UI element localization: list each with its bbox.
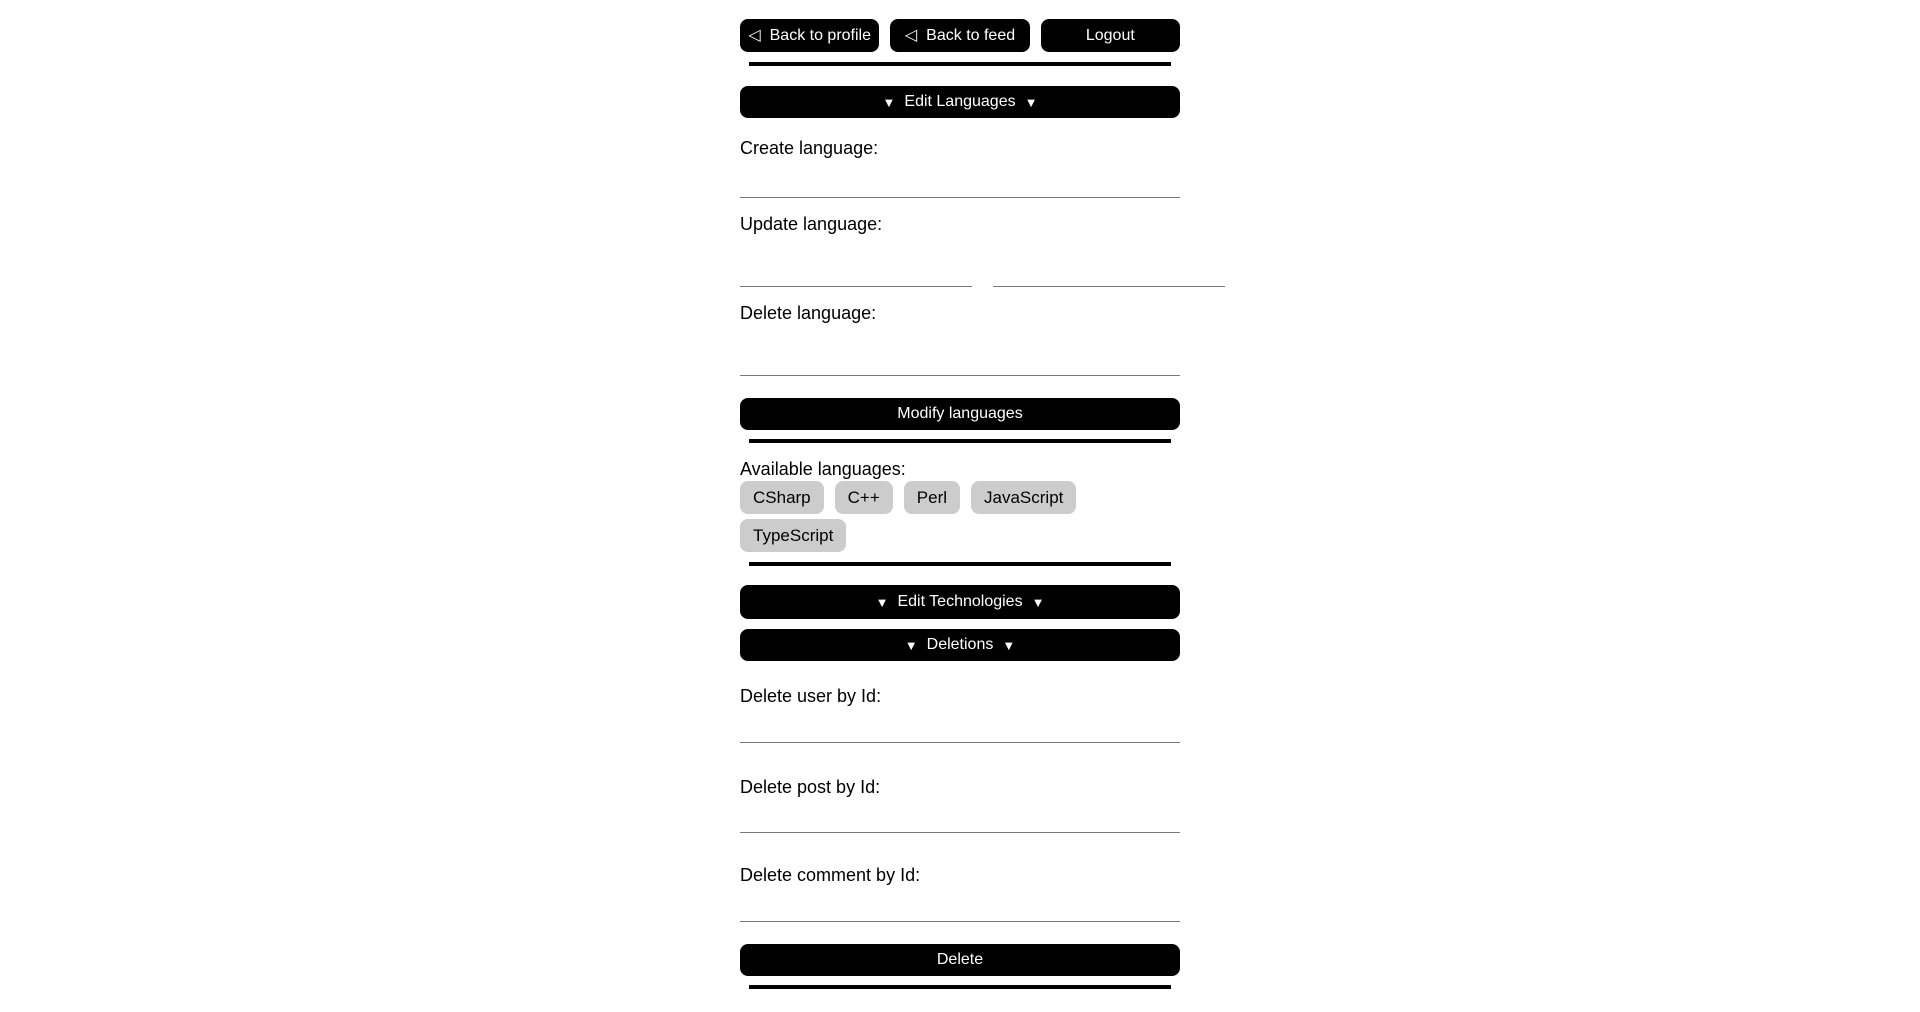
back-arrow-icon: ◁	[748, 26, 761, 44]
delete-post-input[interactable]	[740, 798, 1180, 833]
top-section-divider	[749, 62, 1171, 66]
caret-down-icon: ▼	[1024, 94, 1038, 110]
back-to-profile-label: Back to profile	[769, 26, 872, 44]
update-language-label: Update language:	[740, 214, 883, 234]
language-chip-csharp[interactable]: CSharp	[740, 481, 824, 514]
top-button-row	[740, 19, 1180, 52]
languages-section-divider	[749, 439, 1171, 443]
edit-languages-toggle[interactable]	[740, 86, 1180, 118]
deletions-section-divider	[749, 985, 1171, 989]
language-chip-typescript[interactable]: TypeScript	[740, 519, 846, 552]
update-language-new-input[interactable]	[993, 235, 1225, 287]
create-language-input[interactable]	[740, 159, 1180, 198]
caret-down-icon: ▼	[1002, 637, 1016, 653]
caret-down-icon: ▼	[875, 594, 889, 610]
caret-down-icon: ▼	[904, 637, 918, 653]
logout-button[interactable]	[1041, 19, 1180, 52]
delete-button-label: Delete	[936, 951, 984, 968]
back-arrow-icon: ◁	[904, 26, 918, 44]
delete-user-label: Delete user by Id:	[740, 686, 882, 706]
available-languages-label: Available languages:	[740, 459, 906, 479]
back-to-feed-label: Back to feed	[926, 26, 1016, 44]
admin-panel-column	[740, 0, 1180, 989]
delete-comment-input[interactable]	[740, 886, 1180, 922]
language-chip-javascript[interactable]: JavaScript	[971, 481, 1076, 514]
delete-language-label: Delete language:	[740, 303, 877, 323]
back-to-profile-button[interactable]	[740, 19, 879, 52]
logout-label: Logout	[1085, 26, 1135, 44]
deletions-toggle-label: Deletions	[926, 636, 994, 653]
delete-post-label: Delete post by Id:	[740, 777, 881, 797]
caret-down-icon: ▼	[1031, 594, 1045, 610]
create-language-label: Create language:	[740, 138, 879, 158]
modify-languages-label: Modify languages	[897, 405, 1023, 422]
available-languages-divider	[749, 562, 1171, 566]
modify-languages-button[interactable]	[740, 398, 1180, 430]
delete-comment-label: Delete comment by Id:	[740, 865, 921, 885]
back-to-feed-button[interactable]	[890, 19, 1029, 52]
delete-language-input[interactable]	[740, 324, 1180, 376]
update-language-old-input[interactable]	[740, 235, 972, 287]
language-chip-cpp[interactable]: C++	[835, 481, 893, 514]
caret-down-icon: ▼	[882, 94, 896, 110]
language-chip-perl[interactable]: Perl	[904, 481, 960, 514]
edit-technologies-toggle-label: Edit Technologies	[897, 593, 1023, 610]
edit-languages-toggle-label: Edit Languages	[904, 93, 1016, 110]
edit-technologies-toggle[interactable]	[740, 585, 1180, 619]
delete-user-input[interactable]	[740, 707, 1180, 743]
delete-button[interactable]	[740, 944, 1180, 976]
deletions-toggle[interactable]	[740, 629, 1180, 661]
available-languages-list	[740, 481, 1180, 552]
update-language-inputs	[740, 235, 1180, 287]
